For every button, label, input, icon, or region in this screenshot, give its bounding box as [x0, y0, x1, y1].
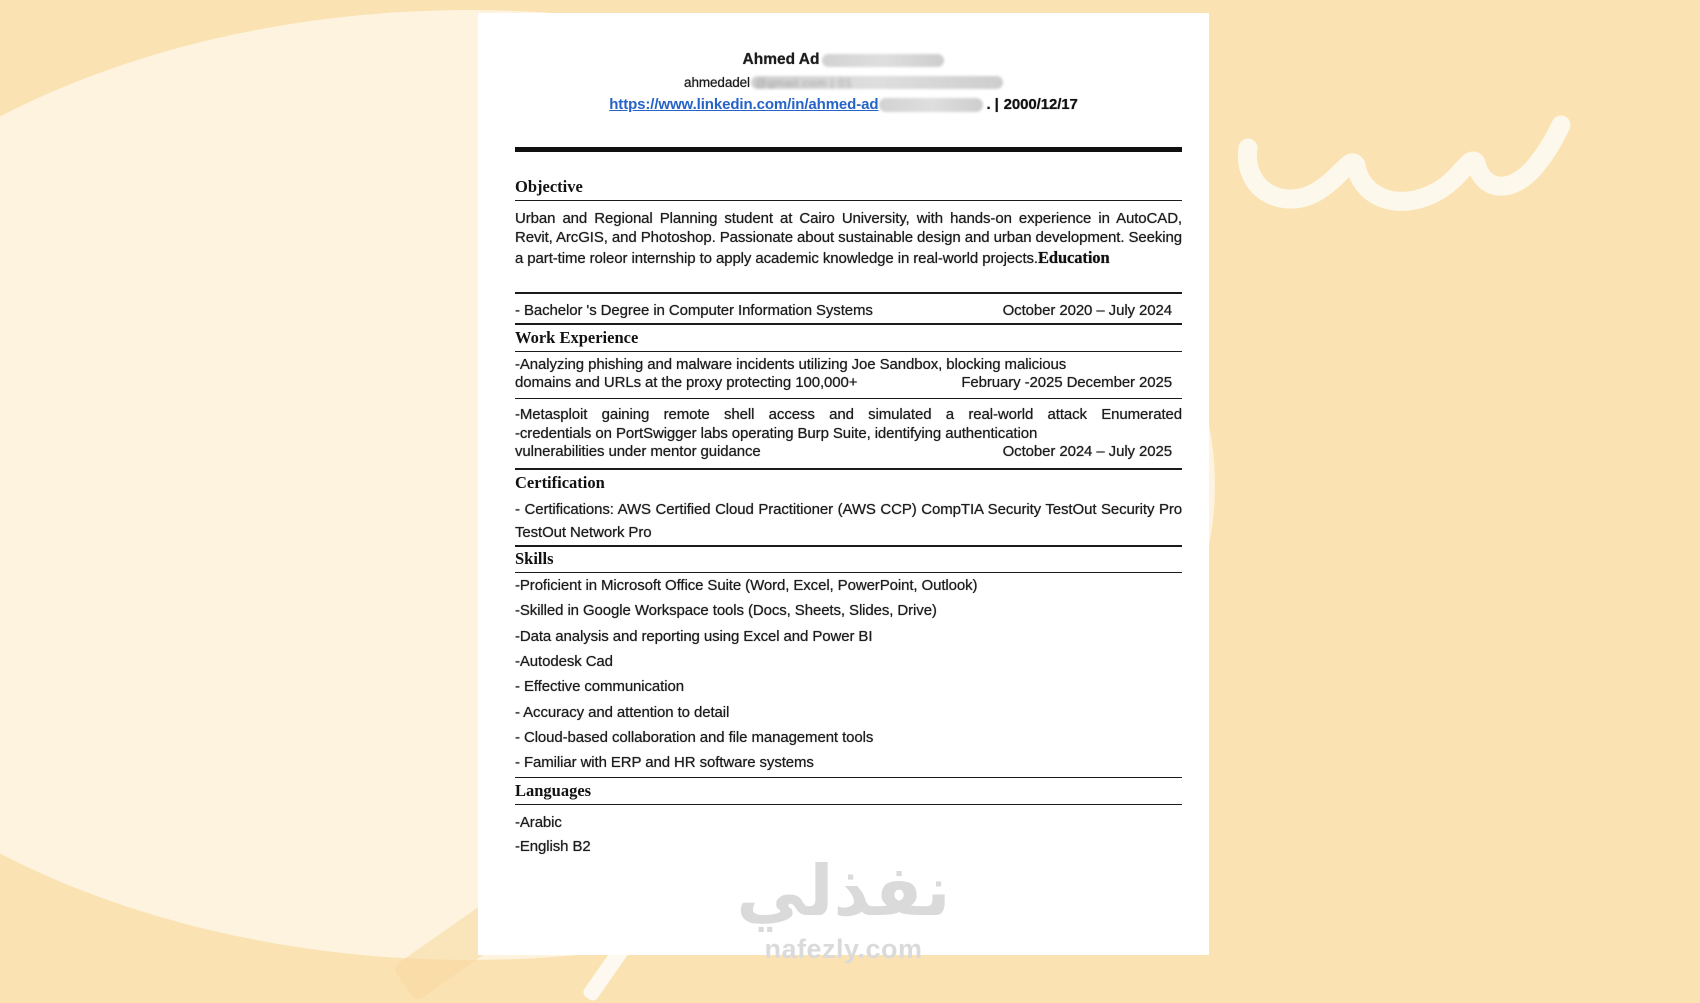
skill-item: -Skilled in Google Workspace tools (Docs, Sheets, Slides, Drive): [515, 602, 937, 620]
section-heading-work-experience: Work Experience: [515, 328, 1182, 352]
section-heading-education-inline: Education: [1038, 247, 1110, 267]
candidate-name: Ahmed Ad: [742, 51, 820, 68]
birth-date: 2000/12/17: [1003, 96, 1078, 113]
linkedin-link[interactable]: https://www.linkedin.com/in/ahmed-ad: [609, 96, 879, 113]
skill-item: -Proficient in Microsoft Office Suite (Word, Excel, PowerPoint, Outlook): [515, 577, 978, 594]
skill-item: - Familiar with ERP and HR software systems: [515, 754, 814, 772]
divider-before-languages: [515, 777, 1182, 779]
job1-dates: February -2025 December 2025: [961, 374, 1172, 391]
education-row: [515, 302, 1182, 319]
language-item: -English B2: [515, 837, 591, 855]
divider-before-skills: [515, 545, 1182, 547]
section-heading-skills: Skills: [515, 549, 1182, 573]
background-squiggle-doodle: [1200, 90, 1620, 250]
job2-line1: -Metasploit gaining remote shell access and simulated a real-world attack Enumerated: [515, 406, 1182, 423]
job1-line1: -Analyzing phishing and malware incidents utilizing Joe Sandbox, blocking malicious: [515, 356, 1067, 373]
section-heading-languages: Languages: [515, 781, 1182, 805]
header-name-row: [478, 51, 1209, 69]
job2-line3: vulnerabilities under mentor guidance: [515, 443, 761, 460]
skill-item: - Effective communication: [515, 678, 684, 696]
objective-body-text: Urban and Regional Planning student at Cairo University, with hands-on experience in AutoCAD, Revit, ArcGIS, and Photoshop. Passionate about sustainable design and urban development. Seeking a part-time roleor internship to apply academic knowledge in real-world projects.: [515, 210, 1182, 267]
education-degree: - Bachelor 's Degree in Computer Information Systems: [515, 302, 873, 319]
linkedin-redaction-smudge: [879, 98, 983, 112]
divider-after-education: [515, 323, 1182, 325]
job2-dates: October 2024 – July 2025: [1002, 443, 1172, 460]
certification-body: - Certifications: AWS Certified Cloud Practitioner (AWS CCP) CompTIA Security TestOut Security Pro TestOut Network Pro: [515, 501, 1182, 541]
divider-after-job2: [515, 468, 1182, 470]
header-divider-thick: [515, 147, 1182, 152]
divider-after-job1: [515, 398, 1182, 400]
job1-line2: domains and URLs at the proxy protecting 100,000+: [515, 374, 858, 391]
resume-document-page: [478, 13, 1209, 964]
header-linkedin-row: [478, 96, 1209, 113]
email-visible-part: ahmedadel: [684, 75, 750, 90]
skills-list: [515, 573, 1182, 776]
nafezly-arabic-watermark: نفذلي: [736, 850, 951, 932]
nafezly-site-watermark: nafezly.com: [764, 934, 923, 964]
skill-item: -Autodesk Cad: [515, 653, 613, 671]
language-item: -Arabic: [515, 814, 562, 831]
name-redaction-smudge: [822, 54, 944, 67]
objective-paragraph: [515, 209, 1182, 268]
email-obscured-hint: @gmail.com | 01: [754, 76, 853, 89]
email-redaction-smudge: [751, 76, 1003, 89]
job2-line2: -credentials on PortSwigger labs operating Burp Suite, identifying authentication: [515, 425, 1038, 442]
separator-text: . |: [986, 96, 999, 113]
job1-line2-row: [515, 374, 1182, 391]
section-heading-certification: Certification: [515, 473, 605, 492]
divider-after-objective: [515, 292, 1182, 294]
section-heading-objective: Objective: [515, 177, 1182, 201]
header-email-row: [478, 75, 1209, 90]
job2-line3-row: [515, 443, 1182, 460]
skill-item: - Cloud-based collaboration and file management tools: [515, 729, 874, 747]
education-dates: October 2020 – July 2024: [1002, 302, 1172, 319]
skill-item: -Data analysis and reporting using Excel and Power BI: [515, 627, 873, 645]
skill-item: - Accuracy and attention to detail: [515, 703, 730, 721]
